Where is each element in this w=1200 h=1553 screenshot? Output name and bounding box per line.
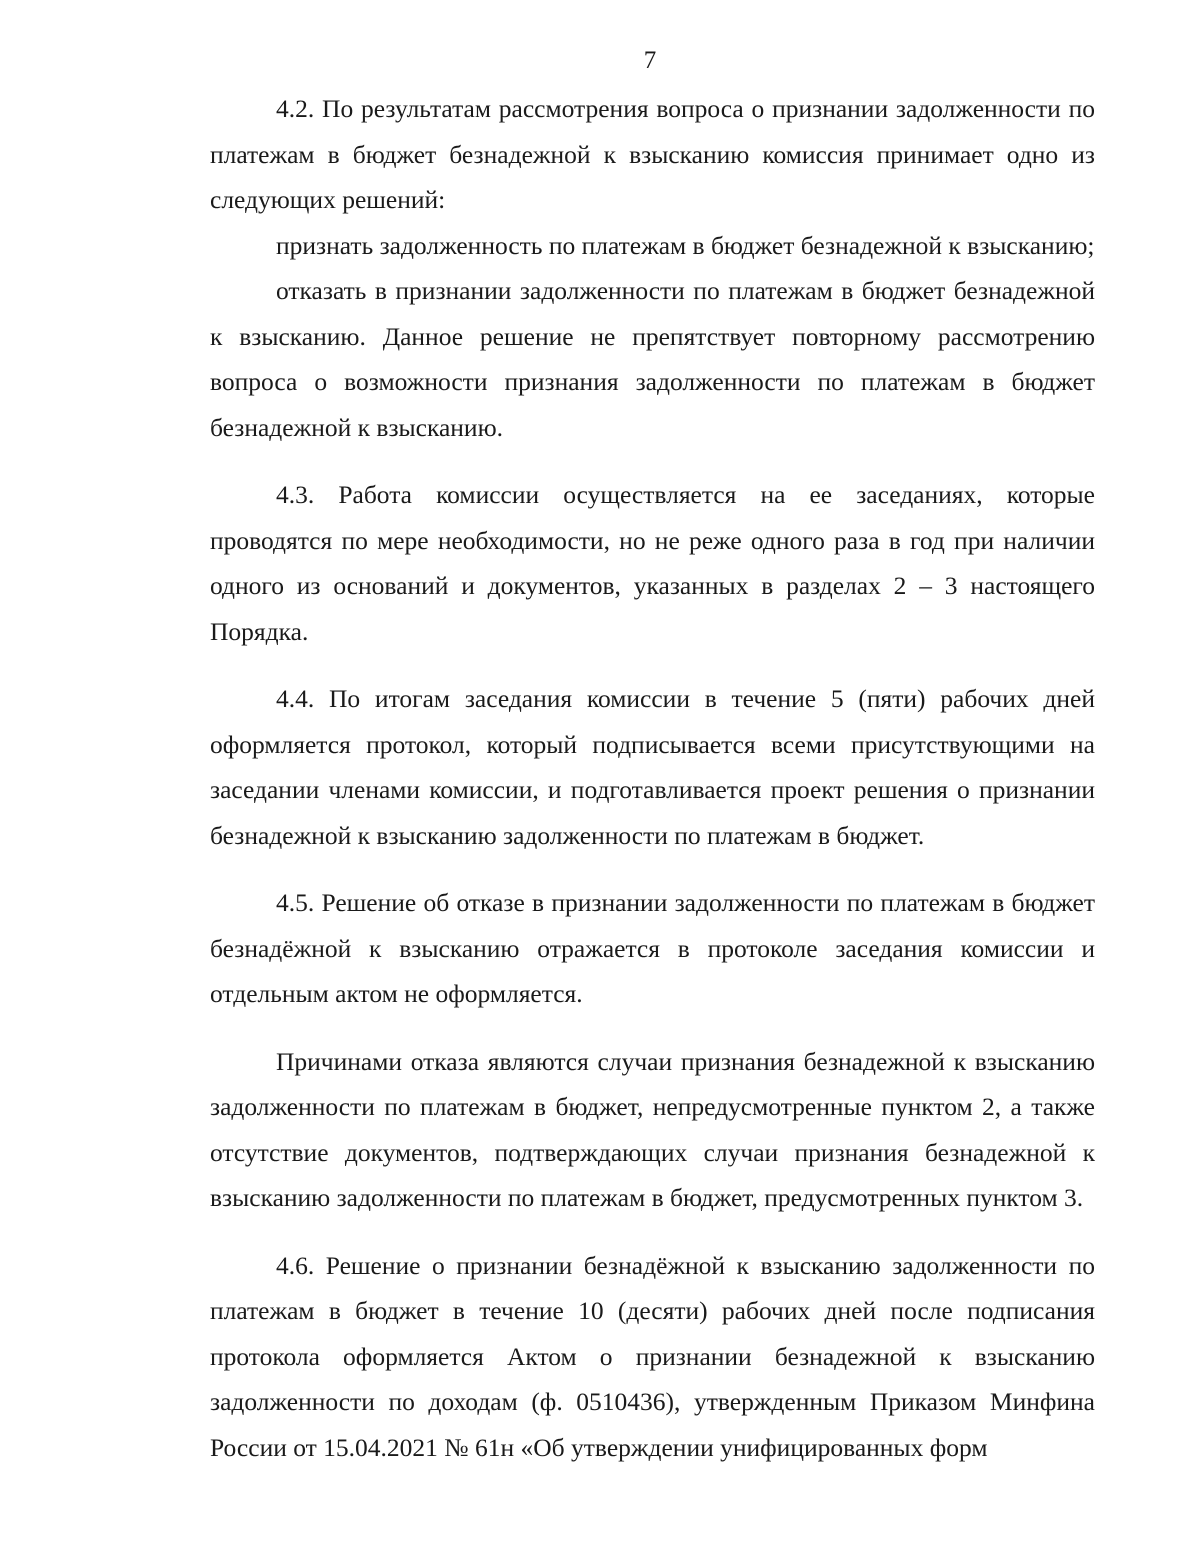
paragraph-refusal-reasons: Причинами отказа являются случаи признания безнадежной к взысканию задолженности по платежам в бюджет, непредусмотренные пунктом 2, а также отсутствие документов, подтверждающих случаи признания безнадежной к взысканию задолженности по платежам в бюджет, предусмотренных пунктом 3. — [210, 1046, 1095, 1212]
paragraph-option-recognize: признать задолженность по платежам в бюджет безнадежной к взысканию; — [276, 230, 1095, 260]
paragraph-4-5: 4.5. Решение об отказе в признании задолженности по платежам в бюджет безнадёжной к взысканию отражается в протоколе заседания комиссии и отдельным актом не оформляется. — [210, 888, 1095, 1008]
document-body — [210, 86, 1095, 1470]
paragraph-option-refuse: отказать в признании задолженности по платежам в бюджет безнадежной к взысканию. Данное решение не препятствует повторному рассмотрению вопроса о возможности признания задолженности по платежам в бюджет безнадежной к взысканию. — [210, 276, 1095, 442]
page-number: 7 — [643, 47, 657, 74]
paragraph-4-6: 4.6. Решение о признании безнадёжной к взысканию задолженности по платежам в бюджет в течение 10 (десяти) рабочих дней после подписания протокола оформляется Актом о признании безнадежной к взысканию задолженности по доходам (ф. 0510436), утвержденным Приказом Минфина России от 15.04.2021 № 61н «Об утверждении унифицированных форм — [210, 1250, 1095, 1462]
paragraph-4-2: 4.2. По результатам рассмотрения вопроса о признании задолженности по платежам в бюджет безнадежной к взысканию комиссия принимает одно из следующих решений: — [210, 94, 1095, 214]
paragraph-4-4: 4.4. По итогам заседания комиссии в течение 5 (пяти) рабочих дней оформляется протокол, который подписывается всеми присутствующими на заседании членами комиссии, и подготавливается проект решения о признании безнадежной к взысканию задолженности по платежам в бюджет. — [210, 684, 1095, 850]
paragraph-4-3: 4.3. Работа комиссии осуществляется на ее заседаниях, которые проводятся по мере необходимости, но не реже одного раза в год при наличии одного из оснований и документов, указанных в разделах 2 – 3 настоящего Порядка. — [210, 480, 1095, 646]
